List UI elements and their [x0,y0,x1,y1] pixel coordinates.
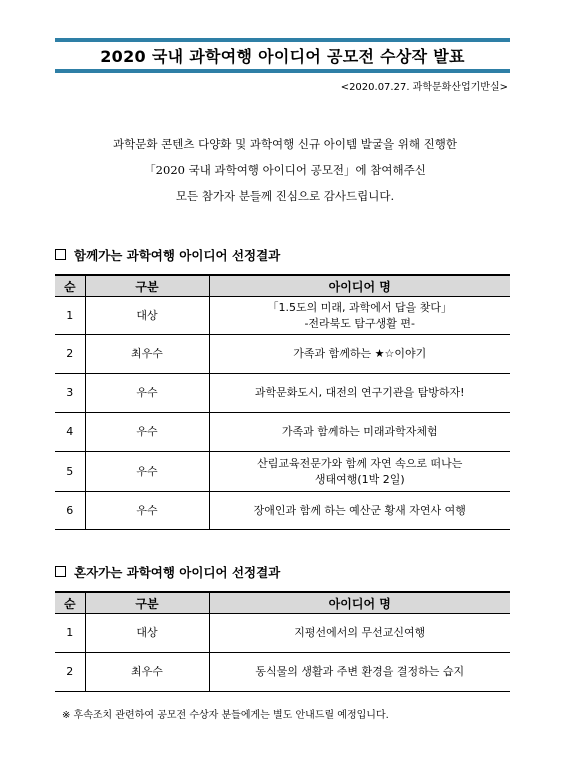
row-category: 최우수 [85,653,209,692]
table-row [55,452,510,492]
solo-section-heading [55,563,280,581]
idea-line: 생태여행(1박 2일) [314,472,405,486]
row-category: 우수 [85,452,209,492]
table-row [55,492,510,530]
group-section-heading [55,246,280,264]
intro-line: 「2020 국내 과학여행 아이디어 공모전」에 참여해주신 [144,163,426,177]
idea-line: 산림교육전문가와 함께 자연 속으로 떠나는 [257,456,463,470]
idea-line: 가족과 함께하는 미래과학자체험 [281,425,438,438]
row-idea [209,374,510,413]
idea-line: 지평선에서의 무선교신여행 [294,626,426,639]
row-number: 2 [55,653,85,692]
row-number: 4 [55,413,85,452]
row-category: 최우수 [85,335,209,374]
column-header-category: 구분 [85,592,209,614]
table-header-row [55,275,510,297]
idea-line: 장애인과 함께 하는 예산군 황새 자연사 여행 [253,503,466,517]
column-header-idea: 아이디어 명 [209,592,510,614]
dateline: <2020.07.27. 과학문화산업기반실> [340,82,508,93]
row-category: 대상 [85,297,209,335]
column-header-no: 순 [55,275,85,297]
row-category: 대상 [85,614,209,653]
solo-results-table [55,591,510,692]
row-idea [209,452,510,492]
checkbox-square-icon [55,249,66,260]
intro-paragraph [40,131,530,209]
column-header-idea: 아이디어 명 [209,275,510,297]
row-idea [209,413,510,452]
idea-line: 과학문화도시, 대전의 연구기관을 탐방하자! [254,386,465,399]
row-number: 6 [55,492,85,530]
title-top-rule [55,38,510,42]
row-idea [209,297,510,335]
row-category: 우수 [85,413,209,452]
row-category: 우수 [85,374,209,413]
title-bottom-rule [55,69,510,73]
idea-line: 가족과 함께하는 ★☆이야기 [293,347,427,360]
checkbox-square-icon [55,566,66,577]
idea-line: 동식물의 생활과 주변 환경을 결정하는 습지 [255,665,465,678]
row-idea [209,335,510,374]
table-row [55,413,510,452]
group-section-title: 함께가는 과학여행 아이디어 선정결과 [74,248,281,263]
row-number: 1 [66,626,74,639]
footnote: ※ 후속조치 관련하여 공모전 수상자 분들에게는 별도 안내드릴 예정입니다. [62,710,389,721]
table-row [55,614,510,653]
row-idea [209,492,510,530]
idea-line: 「1.5도의 미래, 과학에서 답을 찾다」 [267,300,452,314]
intro-line: 모든 참가자 분들께 진심으로 감사드립니다. [175,189,395,203]
column-header-no: 순 [55,592,85,614]
column-header-category: 구분 [85,275,209,297]
row-number: 5 [55,452,85,492]
row-idea [209,653,510,692]
page-title: 2020 국내 과학여행 아이디어 공모전 수상작 발표 [100,47,465,66]
intro-line: 과학문화 콘텐츠 다양화 및 과학여행 신규 아이템 발굴을 위해 진행한 [113,137,457,151]
row-category: 우수 [85,492,209,530]
group-results-table [55,274,510,530]
table-row [55,653,510,692]
row-number: 2 [55,335,85,374]
table-header-row [55,592,510,614]
table-row [55,374,510,413]
row-number: 3 [55,374,85,413]
idea-line: -전라북도 탐구생활 편- [304,316,416,330]
table-row [55,297,510,335]
row-number: 1 [66,308,74,322]
solo-section-title: 혼자가는 과학여행 아이디어 선정결과 [74,565,281,580]
row-idea [209,614,510,653]
table-row [55,335,510,374]
